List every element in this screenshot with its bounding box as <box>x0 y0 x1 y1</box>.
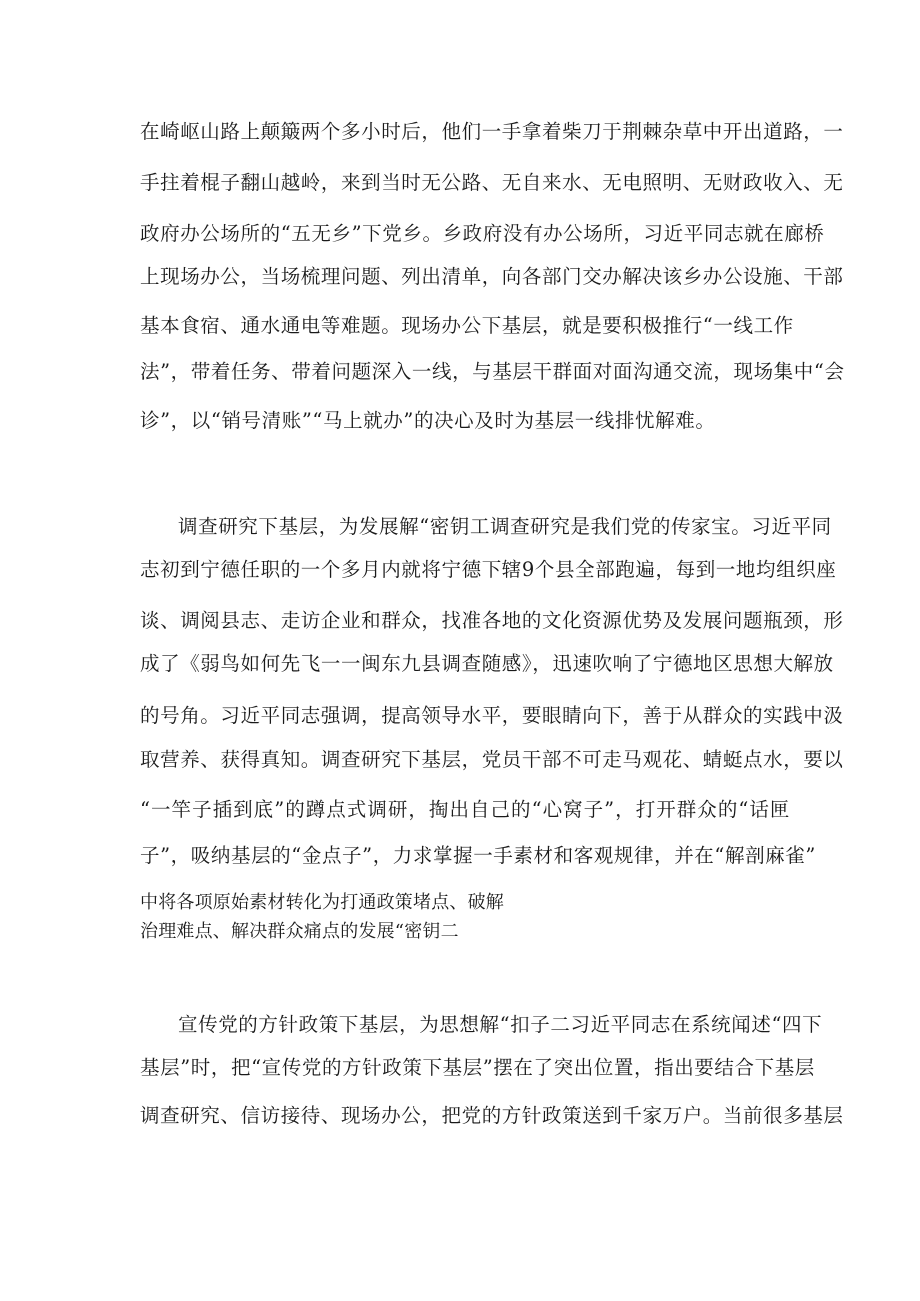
text-line: 取营养、获得真知。调查研究下基层，党员干部不可走马观花、蜻蜓点水，要以 <box>140 748 844 771</box>
text-line: 调查研究、信访接待、现场办公，把党的方针政策送到千家万户。当前很多基层 <box>140 1104 844 1127</box>
text-line: “一竿子插到底”的蹲点式调研，掏出自己的“心窝子”，打开群众的“话匣 <box>140 798 790 821</box>
text-line: 在崎岖山路上颠簸两个多小时后，他们一手拿着柴刀于荆棘杂草中开出道路，一 <box>140 120 844 143</box>
text-line: 政府办公场所的“五无乡”下党乡。乡政府没有办公场所，习近平同志就在廊桥 <box>140 222 825 245</box>
text-line: 手拄着棍子翻山越岭，来到当时无公路、无自来水、无电照明、无财政收入、无 <box>140 171 844 194</box>
text-line: 中将各项原始素材转化为打通政策堵点、破解 <box>140 892 504 913</box>
text-line: 诊”，以“销号清账”“马上就办”的决心及时为基层一线排忧解难。 <box>140 409 716 432</box>
text-line: 治理难点、解决群众痛点的发展“密钥二 <box>140 921 459 942</box>
text-line: 上现场办公，当场梳理问题、列出清单，向各部门交办解决该乡办公设施、干部 <box>140 265 844 288</box>
text-line: 志初到宁德任职的一个多月内就将宁德下辖9个县全部跑遍，每到一地均组织座 <box>140 558 837 581</box>
text-line: 成了《弱鸟如何先飞一一闽东九县调查随感》，迅速吹响了宁德地区思想大解放 <box>140 652 834 675</box>
text-line: 基层”时，把“宣传党的方针政策下基层”摆在了突出位置，指出要结合下基层 <box>140 1056 815 1079</box>
text-line: 调查研究下基层，为发展解“密钥工调查研究是我们党的传家宝。习近平同 <box>178 515 832 538</box>
text-line: 的号角。习近平同志强调，提高领导水平，要眼睛向下，善于从群众的实践中汲 <box>140 704 844 727</box>
text-line: 谈、调阅县志、走访企业和群众，找准各地的文化资源优势及发展问题瓶颈，形 <box>140 609 844 632</box>
text-line: 法”，带着任务、带着问题深入一线，与基层干群面对面沟通交流，现场集中“会 <box>140 360 845 383</box>
text-line: 基本食宿、通水通电等难题。现场办公下基层，就是要积极推行“一线工作 <box>140 314 794 337</box>
text-line: 宣传党的方针政策下基层，为思想解“扣子二习近平同志在系统闻述“四下 <box>178 1013 823 1036</box>
text-line: 子”，吸纳基层的“金点子”，力求掌握一手素材和客观规律，并在“解剖麻雀” <box>140 844 816 867</box>
